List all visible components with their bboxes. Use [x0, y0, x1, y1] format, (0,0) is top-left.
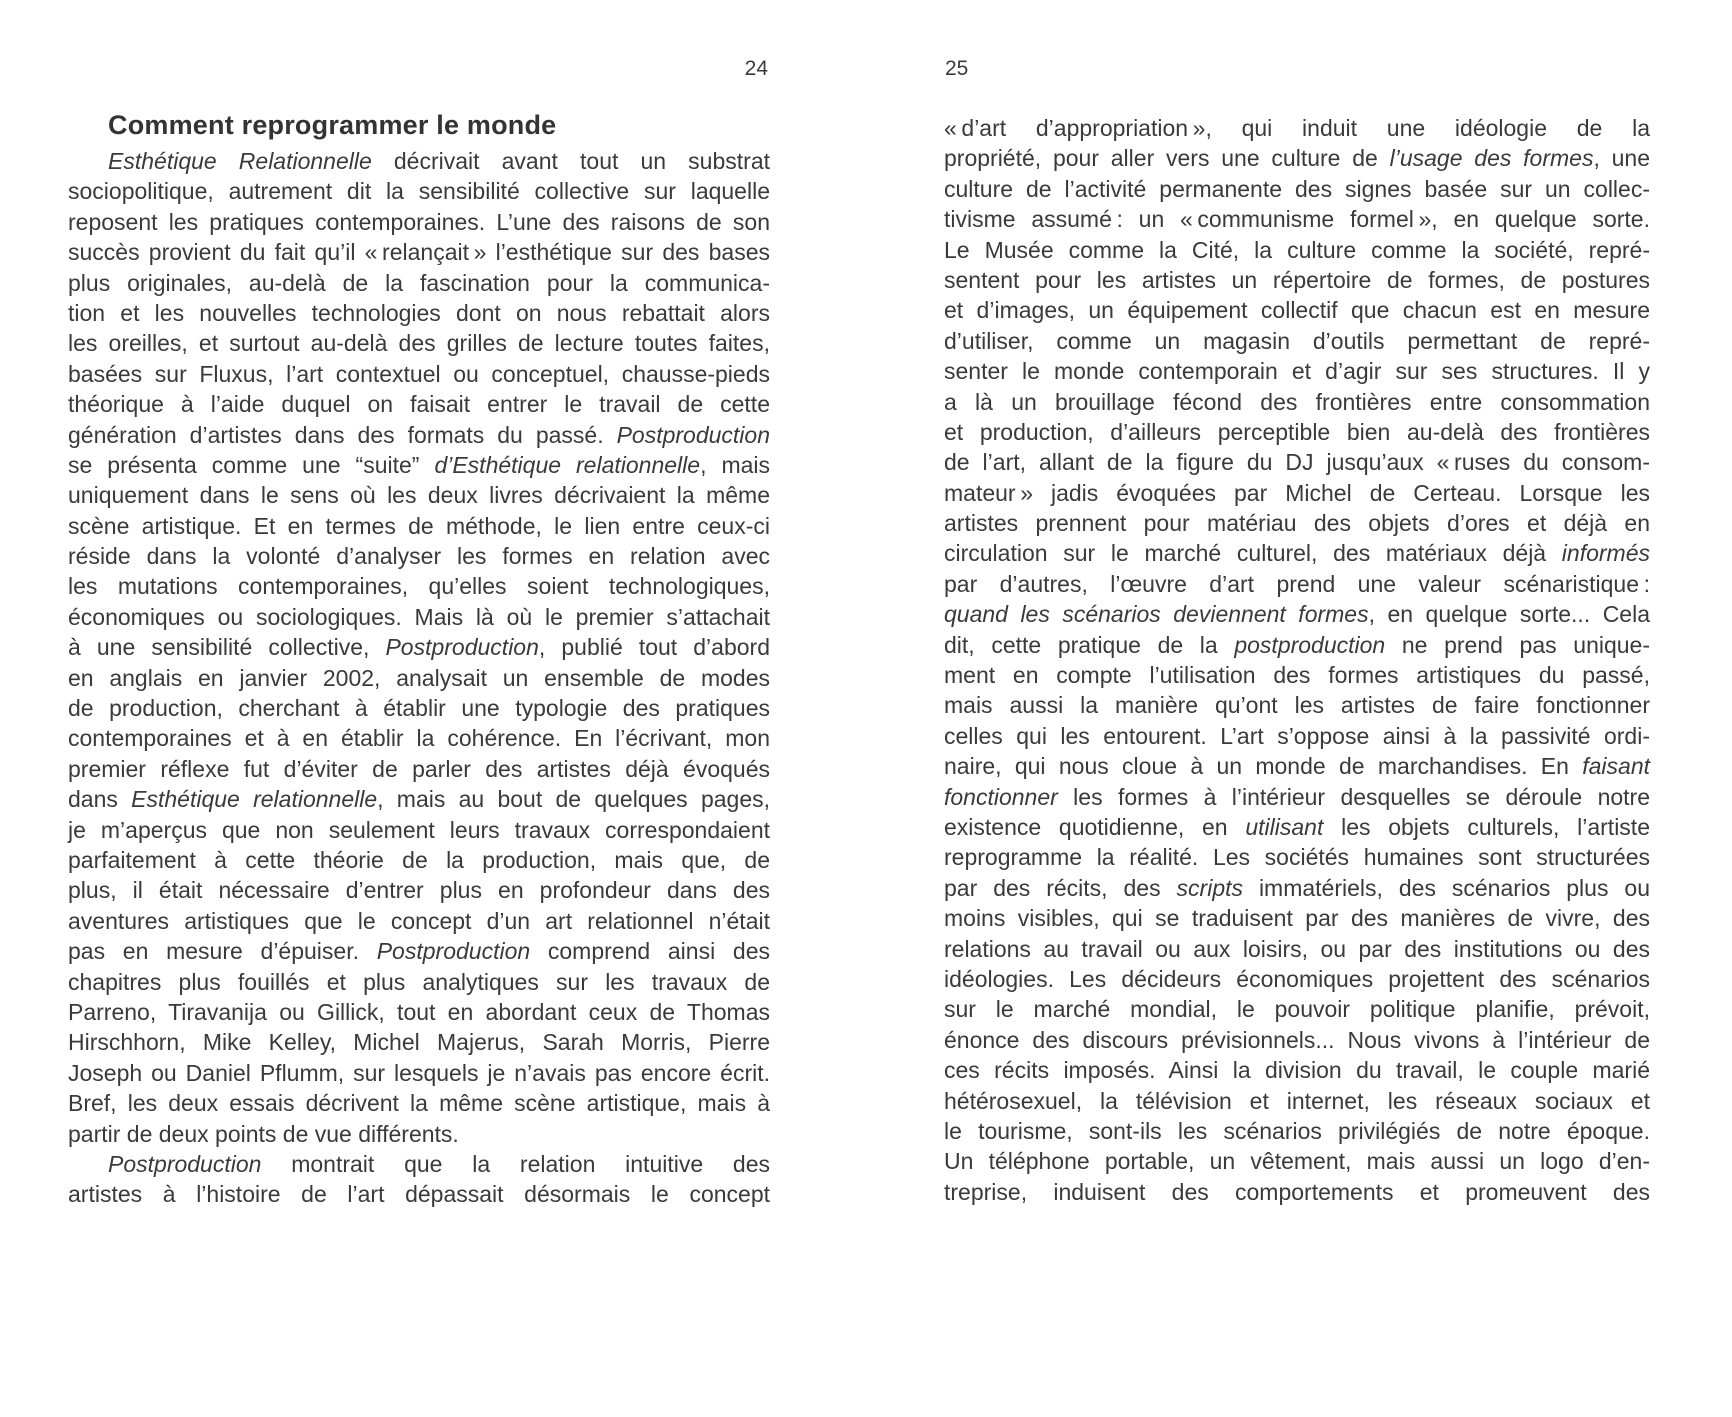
text-line — [944, 235, 1650, 265]
text-segment: génération d’artistes dans des formats du passé. — [68, 421, 617, 448]
text-segment: moins visibles, qui se traduisent par des manières de vivre, des — [944, 905, 1650, 932]
text-line — [68, 268, 770, 298]
text-line — [944, 508, 1650, 538]
text-segment: propriété, pour aller vers une culture de — [944, 145, 1390, 172]
text-segment: plus originales, au-delà de la fascination pour la communica- — [68, 269, 770, 296]
text-segment: sentent pour les artistes un répertoire de formes, de postures — [944, 266, 1650, 293]
text-line — [68, 1119, 770, 1149]
text-line — [68, 602, 770, 632]
text-segment: ne prend pas unique- — [1385, 631, 1650, 658]
italic-text-segment: postproduction — [1234, 631, 1386, 658]
text-line — [68, 1179, 770, 1209]
text-line — [68, 693, 770, 723]
text-line — [68, 1149, 770, 1179]
text-line — [944, 690, 1650, 720]
text-segment: Bref, les deux essais décrivent la même scène artistique, mais à — [68, 1090, 770, 1117]
text-segment: ces récits imposés. Ainsi la division du travail, le couple marié — [944, 1057, 1650, 1084]
italic-text-segment: Postproduction — [108, 1150, 262, 1177]
text-line — [68, 146, 770, 176]
text-segment: je m’aperçus que non seulement leurs travaux correspondaient — [68, 816, 770, 843]
text-segment: par des récits, des — [944, 874, 1177, 901]
text-segment: relations au travail ou aux loisirs, ou par des institutions ou des — [944, 935, 1650, 962]
text-line — [68, 328, 770, 358]
text-line — [944, 782, 1650, 812]
text-segment: les mutations contemporaines, qu’elles soient technologiques, — [68, 573, 770, 600]
text-line — [944, 538, 1650, 568]
text-segment: basées sur Fluxus, l’art contextuel ou conceptuel, chausse-pieds — [68, 360, 770, 387]
italic-text-segment: Esthétique Relationnelle — [108, 148, 372, 174]
text-segment: décrivait avant tout un substrat — [371, 148, 770, 174]
text-line — [68, 967, 770, 997]
text-segment: immatériels, des scénarios plus ou — [1243, 874, 1650, 901]
text-line — [68, 632, 770, 662]
text-line — [944, 143, 1650, 173]
text-segment: et d’images, un équipement collectif que chacun est en mesure — [944, 297, 1650, 324]
text-segment: , une — [1593, 145, 1651, 172]
text-line — [944, 1116, 1650, 1146]
page-number-left: 24 — [744, 57, 768, 80]
text-line — [68, 420, 770, 450]
italic-text-segment: quand les scénarios deviennent formes — [944, 601, 1369, 628]
text-segment: , en quelque sorte... Cela — [1368, 601, 1650, 628]
text-line — [944, 994, 1650, 1024]
text-segment: premier réflexe fut d’éviter de parler des artistes déjà évoqués — [68, 755, 770, 782]
text-segment: , publié tout d’abord — [538, 634, 770, 661]
text-line — [68, 815, 770, 845]
text-segment: scène artistique. Et en termes de méthode, le lien entre ceux-ci — [68, 512, 770, 539]
text-segment: montrait que la relation intuitive des — [261, 1150, 770, 1177]
italic-text-segment: Postproduction — [616, 421, 770, 448]
text-segment: comprend ainsi des — [530, 938, 770, 965]
text-line — [944, 387, 1650, 417]
text-line — [944, 630, 1650, 660]
text-segment: mais aussi la manière qu’ont les artistes de faire fonctionner — [944, 692, 1650, 719]
text-line — [944, 1025, 1650, 1055]
text-line — [944, 842, 1650, 872]
italic-text-segment: utilisant — [1245, 813, 1324, 840]
text-segment: mateur » jadis évoquées par Michel de Certeau. Lorsque les — [944, 479, 1650, 506]
text-segment: Parreno, Tiravanija ou Gillick, tout en abordant ceux de Thomas — [68, 998, 770, 1025]
text-segment: treprise, induisent des comportements et promeuvent des — [944, 1178, 1650, 1205]
text-line — [944, 569, 1650, 599]
italic-text-segment: Esthétique relationnelle — [131, 786, 378, 813]
text-column-left — [68, 146, 770, 1210]
italic-text-segment: scripts — [1176, 874, 1243, 901]
text-line — [68, 936, 770, 966]
chapter-title: Comment reprogrammer le monde — [108, 110, 557, 140]
text-segment: existence quotidienne, en — [944, 813, 1246, 840]
italic-text-segment: faisant — [1582, 753, 1650, 780]
text-segment: d’utiliser, comme un magasin d’outils permettant de repré- — [944, 327, 1650, 354]
text-segment: chapitres plus fouillés et plus analytiques sur les travaux de — [68, 968, 770, 995]
text-segment: culture de l’activité permanente des signes basée sur un collec- — [944, 175, 1650, 202]
text-segment: et production, d’ailleurs perceptible bien au-delà des frontières — [944, 418, 1650, 445]
text-line — [944, 417, 1650, 447]
text-line — [944, 873, 1650, 903]
text-line — [68, 571, 770, 601]
text-segment: succès provient du fait qu’il « relançait » l’esthétique sur des bases — [68, 239, 770, 266]
text-segment: Le Musée comme la Cité, la culture comme la société, repré- — [944, 236, 1650, 263]
text-segment: en anglais en janvier 2002, analysait un ensemble de modes — [68, 664, 770, 691]
text-segment: naire, qui nous cloue à un monde de marchandises. En — [944, 753, 1583, 780]
text-segment: parfaitement à cette théorie de la production, mais que, de — [68, 846, 770, 873]
text-segment: tivisme assumé : un « communisme formel », en quelque sorte. — [944, 206, 1650, 233]
text-segment: sociopolitique, autrement dit la sensibilité collective sur laquelle — [68, 178, 770, 205]
text-line — [68, 875, 770, 905]
text-segment: aventures artistiques que le concept d’un art relationnel n’était — [68, 907, 770, 934]
text-line — [944, 1055, 1650, 1085]
text-segment: , mais — [700, 451, 771, 478]
text-segment: à une sensibilité collective, — [68, 634, 386, 661]
text-line — [68, 176, 770, 206]
text-segment: se présenta comme une “suite” — [68, 451, 435, 478]
text-segment: sur le marché mondial, le pouvoir politique planifie, prévoit, — [944, 996, 1650, 1023]
text-segment: circulation sur le marché culturel, des matériaux déjà — [944, 540, 1562, 567]
text-segment: hétérosexuel, la télévision et internet, les réseaux sociaux et — [944, 1087, 1650, 1114]
text-segment: « d’art d’appropriation », qui induit une idéologie de la — [944, 115, 1650, 141]
text-segment: de production, cherchant à établir une typologie des pratiques — [68, 695, 770, 722]
text-line — [944, 478, 1650, 508]
text-line — [944, 599, 1650, 629]
text-segment: les formes à l’intérieur desquelles se déroule notre — [1057, 783, 1650, 810]
text-line — [944, 356, 1650, 386]
text-line — [68, 845, 770, 875]
page-left — [68, 0, 770, 1417]
text-line — [944, 295, 1650, 325]
text-line — [944, 113, 1650, 143]
text-segment: par d’autres, l’œuvre d’art prend une valeur scénaristique : — [944, 570, 1650, 597]
text-line — [68, 1058, 770, 1088]
italic-text-segment: d’Esthétique relationnelle — [434, 451, 701, 478]
text-line — [944, 721, 1650, 751]
text-line — [68, 480, 770, 510]
text-segment: Un téléphone portable, un vêtement, mais aussi un logo d’en- — [944, 1148, 1650, 1175]
text-line — [944, 1146, 1650, 1176]
text-segment: de l’art, allant de la figure du DJ jusqu’aux « ruses du consom- — [944, 449, 1650, 476]
text-line — [944, 903, 1650, 933]
text-line — [68, 1027, 770, 1057]
text-segment: les oreilles, et surtout au-delà des grilles de lecture toutes faites, — [68, 330, 770, 357]
text-segment: celles qui les entourent. L’art s’oppose ainsi à la passivité ordi- — [944, 722, 1650, 749]
text-line — [68, 359, 770, 389]
text-line — [944, 447, 1650, 477]
page-number-right: 25 — [945, 57, 969, 80]
text-column-right — [944, 113, 1650, 1207]
text-segment: réside dans la volonté d’analyser les formes en relation avec — [68, 543, 770, 570]
text-segment: artistes prennent pour matériau des objets d’ores et déjà en — [944, 510, 1650, 537]
text-segment: , mais au bout de quelques pages, — [377, 786, 771, 813]
text-line — [944, 812, 1650, 842]
text-line — [944, 174, 1650, 204]
text-segment: idéologies. Les décideurs économiques projettent des scénarios — [944, 965, 1650, 992]
text-line — [68, 207, 770, 237]
text-segment: tion et les nouvelles technologies dont on nous rebattait alors — [68, 299, 770, 326]
italic-text-segment: Postproduction — [385, 634, 539, 661]
text-line — [68, 906, 770, 936]
text-segment: dans — [68, 786, 132, 813]
text-line — [944, 1086, 1650, 1116]
text-line — [944, 1177, 1650, 1207]
italic-text-segment: fonctionner — [944, 783, 1058, 810]
text-line — [68, 298, 770, 328]
text-line — [68, 997, 770, 1027]
italic-text-segment: Postproduction — [376, 938, 531, 965]
text-segment: pas en mesure d’épuiser. — [68, 938, 377, 965]
text-segment: ment en compte l’utilisation des formes artistiques du passé, — [944, 662, 1650, 689]
text-line — [68, 450, 770, 480]
text-line — [944, 751, 1650, 781]
text-segment: les objets culturels, l’artiste — [1323, 813, 1650, 840]
text-line — [68, 237, 770, 267]
text-segment: dit, cette pratique de la — [944, 631, 1235, 658]
text-line — [68, 541, 770, 571]
text-segment: Hirschhorn, Mike Kelley, Michel Majerus, Sarah Morris, Pierre — [68, 1029, 770, 1056]
text-line — [68, 389, 770, 419]
text-segment: a là un brouillage fécond des frontières entre consommation — [944, 388, 1650, 415]
text-segment: uniquement dans le sens où les deux livres décrivaient la même — [68, 482, 770, 509]
text-line — [68, 663, 770, 693]
text-segment: reposent les pratiques contemporaines. L’une des raisons de son — [68, 208, 770, 235]
text-segment: économiques ou sociologiques. Mais là où le premier s’attachait — [68, 603, 770, 630]
text-line — [68, 784, 770, 814]
text-line — [944, 326, 1650, 356]
text-segment: théorique à l’aide duquel on faisait entrer le travail de cette — [68, 391, 770, 418]
text-line — [68, 723, 770, 753]
text-line — [944, 265, 1650, 295]
text-line — [944, 660, 1650, 690]
text-segment: artistes à l’histoire de l’art dépassait désormais le concept — [68, 1181, 770, 1208]
text-segment: partir de deux points de vue différents. — [68, 1120, 459, 1147]
text-segment: plus, il était nécessaire d’entrer plus en profondeur dans des — [68, 877, 770, 904]
text-line — [68, 754, 770, 784]
text-segment: le tourisme, sont-ils les scénarios privilégiés de notre époque. — [944, 1117, 1650, 1144]
text-segment: Joseph ou Daniel Pflumm, sur lesquels je n’avais pas encore écrit. — [68, 1059, 770, 1086]
text-line — [68, 1088, 770, 1118]
text-line — [944, 204, 1650, 234]
text-line — [944, 934, 1650, 964]
text-line — [944, 964, 1650, 994]
text-segment: reprogramme la réalité. Les sociétés humaines sont structurées — [944, 844, 1650, 871]
italic-text-segment: l’usage des formes — [1389, 145, 1594, 172]
text-segment: énonce des discours prévisionnels... Nous vivons à l’intérieur de — [944, 1026, 1650, 1053]
italic-text-segment: informés — [1561, 540, 1650, 567]
text-segment: senter le monde contemporain et d’agir sur ses structures. Il y — [944, 358, 1650, 385]
text-line — [68, 511, 770, 541]
text-segment: contemporaines et à en établir la cohérence. En l’écrivant, mon — [68, 725, 770, 752]
page-right — [944, 0, 1650, 1417]
